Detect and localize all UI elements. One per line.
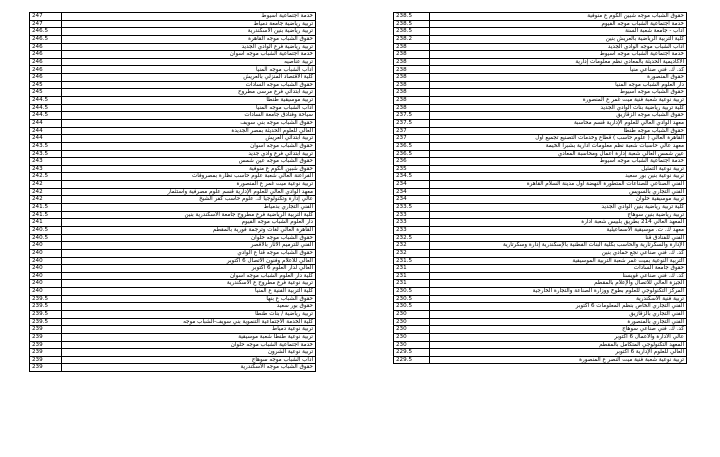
table-row	[30, 333, 316, 341]
faculty-cell: حقوق شبين الكوم ع منوفية	[62, 165, 316, 173]
faculty-cell: حقوق الشباب ع بنها	[62, 295, 316, 303]
score-cell: 230	[394, 326, 430, 334]
table-row	[30, 135, 316, 143]
table-row	[30, 158, 316, 166]
faculty-cell: المركز التكنولوجي للعلوم بطوخ ووزارة الصناعة والتجارة الخارجية	[430, 288, 687, 296]
table-row	[30, 188, 316, 196]
table-row	[394, 356, 687, 364]
faculty-cell: معهد ك. ت. موسيقية الاسماعيلية	[430, 226, 687, 234]
table-row	[30, 66, 316, 74]
faculty-cell: تربية نوعية دمياط	[62, 326, 316, 334]
faculty-cell: الإدارة والسكرتارية والحاسب بكلية البنات الفطنية بالإسكندرية إدارة وسكرتارية	[430, 242, 687, 250]
table-row	[394, 97, 687, 105]
table-row	[30, 142, 316, 150]
score-cell: 246.5	[30, 28, 62, 36]
score-cell: 231	[394, 265, 430, 273]
score-cell: 242	[30, 188, 62, 196]
table-row	[394, 349, 687, 357]
score-cell: 241.5	[30, 211, 62, 219]
table-row	[30, 173, 316, 181]
score-cell: 244.5	[30, 104, 62, 112]
faculty-cell: المعهد العالي 214 بطريق بلبيس شعبة ادارة	[430, 219, 687, 227]
score-cell: 235	[394, 165, 430, 173]
score-cell: 238	[394, 97, 430, 105]
score-cell: 243	[30, 158, 62, 166]
faculty-cell: عين شمس العالي شعبة إدارة أعمال ومحاسبة المعادي	[430, 150, 687, 158]
score-cell: 233	[394, 211, 430, 219]
faculty-cell: تربية موسيقية طنطا	[62, 97, 316, 105]
score-cell: 246	[30, 43, 62, 51]
score-cell: 246.5	[30, 35, 62, 43]
table-row	[394, 211, 687, 219]
table-row	[30, 196, 316, 204]
table-row	[30, 234, 316, 242]
score-cell: 230	[394, 318, 430, 326]
faculty-cell: تربية موسيقية حلوان	[430, 196, 687, 204]
faculty-cell: الفني التجاري بالسويس	[430, 188, 687, 196]
table-row	[394, 28, 687, 36]
score-cell: 239.5	[30, 318, 62, 326]
table-row	[394, 181, 687, 189]
faculty-cell: كلية التربية الرياضية فرع مطروح جامعة الاسكندرية بنين	[62, 211, 316, 219]
faculty-cell: حقوق الشباب موجه حلوان	[62, 234, 316, 242]
table-row	[394, 135, 687, 143]
score-cell: 238.5	[394, 28, 430, 36]
score-cell: 229.5	[394, 349, 430, 357]
score-cell: 238	[394, 43, 430, 51]
faculty-cell: حقوق الشباب موجه طنطا	[430, 127, 687, 135]
score-cell: 239	[30, 364, 62, 372]
score-cell: 240.5	[30, 226, 62, 234]
score-cell: 238	[394, 66, 430, 74]
faculty-cell: حقوق المنصورة	[430, 74, 687, 82]
faculty-cell: كد. ك. فني صناعي قويسنا	[430, 272, 687, 280]
table-row	[30, 20, 316, 28]
table-row	[30, 165, 316, 173]
table-row	[30, 364, 316, 372]
faculty-cell: تربية رياضية / بنات طنطا	[62, 310, 316, 318]
table-row	[30, 349, 316, 357]
score-cell: 240	[30, 288, 62, 296]
score-cell: 231.5	[394, 257, 430, 265]
faculty-cell: العالي للعلوم الإدارية 6 اكتوبر	[430, 349, 687, 357]
score-cell: 245	[30, 89, 62, 97]
table-row	[30, 280, 316, 288]
faculty-cell: خدمة اجتماعية الشباب موجه اسوان	[62, 51, 316, 59]
faculty-cell: خدمة اجتماعية الشباب موجه اسيوط	[430, 158, 687, 166]
faculty-cell: دار العلوم الشباب موجه المنيا	[430, 81, 687, 89]
score-cell: 237.5	[394, 112, 430, 120]
table-row	[394, 81, 687, 89]
table-row	[394, 66, 687, 74]
score-cell: 238	[394, 89, 430, 97]
faculty-cell: العالي للاعلام وفنون الاتصال 6 اكتوبر	[62, 257, 316, 265]
table-row	[394, 158, 687, 166]
score-cell: 241	[30, 219, 62, 227]
table-row	[394, 142, 687, 150]
faculty-cell: تربية رياضية بنين الاسكندرية	[62, 28, 316, 36]
table-row	[30, 150, 316, 158]
score-cell: 243	[30, 165, 62, 173]
faculty-cell: الفني للترميم الاثار بالاقصر	[62, 242, 316, 250]
faculty-cell: كلية الخدمة الاجتماعية التنموية بني سويف-الشباب موجه	[62, 318, 316, 326]
table-row	[394, 219, 687, 227]
faculty-cell: الفني التجاري بالمنصورة	[430, 318, 687, 326]
left-table-body	[30, 13, 316, 372]
score-cell: 234	[394, 181, 430, 189]
table-row	[30, 58, 316, 66]
score-cell: 247	[30, 20, 62, 28]
faculty-cell: تربية عناصيه	[62, 58, 316, 66]
faculty-cell: كلية التربية الرياضية بالعريش بنين	[430, 35, 687, 43]
left-scores-table	[29, 12, 316, 372]
score-cell: 234.5	[394, 173, 430, 181]
score-cell: 244.5	[30, 112, 62, 120]
faculty-cell: تربية نوعية شعبة فنية ميت غمر ع المنصورة	[430, 97, 687, 105]
table-row	[394, 265, 687, 273]
score-cell: 239	[30, 356, 62, 364]
faculty-cell: خدمة اجتماعية الشباب موجه حلوان	[62, 341, 316, 349]
score-cell: 232	[394, 242, 430, 250]
faculty-cell: كلية التربية الفنية ع المنيا	[62, 288, 316, 296]
table-row	[30, 326, 316, 334]
score-cell: 238.5	[394, 13, 430, 21]
faculty-cell: حقوق الشباب موجه الاسكندرية	[62, 364, 316, 372]
table-row	[30, 35, 316, 43]
score-cell: 238	[394, 74, 430, 82]
faculty-cell: خدمة اجتماعية الشباب موجه الفيوم	[430, 20, 687, 28]
score-cell: 238	[394, 104, 430, 112]
table-row	[394, 20, 687, 28]
faculty-cell: تربية فنية الاسكندرية	[430, 295, 687, 303]
faculty-cell: تربية ابتدائي فرع وادي جديد	[62, 150, 316, 158]
faculty-cell: خدمة اجتماعية اسيوط	[62, 13, 316, 21]
faculty-cell: تربية ابتدائي العريش	[62, 135, 316, 143]
table-row	[394, 13, 687, 21]
faculty-cell: الفراعنة العالي شعبة علوم حاسب نظارة بمصروفات	[62, 173, 316, 181]
table-row	[30, 257, 316, 265]
table-row	[394, 112, 687, 120]
table-row	[394, 341, 687, 349]
table-row	[394, 249, 687, 257]
score-cell: 246	[30, 66, 62, 74]
table-row	[394, 303, 687, 311]
score-cell: 240.5	[30, 234, 62, 242]
score-cell: 230.5	[394, 303, 430, 311]
faculty-cell: اداب الشباب موجه المنيا	[62, 104, 316, 112]
score-cell: 229.5	[394, 356, 430, 364]
faculty-cell: حقوق الشباب موجه السادات	[62, 81, 316, 89]
score-cell: 238	[394, 51, 430, 59]
score-cell: 244.5	[30, 97, 62, 105]
faculty-cell: تربية نوعية بنين بور سعيد	[430, 173, 687, 181]
table-row	[394, 257, 687, 265]
table-row	[30, 89, 316, 97]
table-row	[394, 204, 687, 212]
faculty-cell: اداب - جامعة شعبة ألسنة	[430, 28, 687, 36]
faculty-cell: كد. ك. فني صناعي منيا	[430, 66, 687, 74]
right-table-body	[394, 13, 687, 364]
faculty-cell: كد. ك. فني صناعي نجع حمادي بنين	[430, 249, 687, 257]
table-row	[30, 28, 316, 36]
table-row	[30, 249, 316, 257]
faculty-cell: سياحة وفنادق جامعة السادات	[62, 112, 316, 120]
table-row	[394, 58, 687, 66]
faculty-cell: اداب الشباب موجه الوادي الجديد	[430, 43, 687, 51]
score-cell: 233	[394, 226, 430, 234]
score-cell: 237	[394, 135, 430, 143]
faculty-cell: حقوق جامعة السادات	[430, 265, 687, 273]
table-row	[30, 181, 316, 189]
table-row	[30, 310, 316, 318]
score-cell: 244	[30, 119, 62, 127]
faculty-cell: حقوق الشباب موجه اسيوط	[430, 89, 687, 97]
score-cell: 240	[30, 257, 62, 265]
score-cell: 240	[30, 249, 62, 257]
table-row	[394, 89, 687, 97]
score-cell: 244	[30, 135, 62, 143]
table-row	[394, 43, 687, 51]
score-cell: 238	[394, 58, 430, 66]
faculty-cell: الفني للفنادق قنا	[430, 234, 687, 242]
score-cell: 240	[30, 272, 62, 280]
faculty-cell: الفني التجاري بدمياط	[62, 204, 316, 212]
table-row	[394, 51, 687, 59]
score-cell: 241.5	[30, 204, 62, 212]
score-cell: 246	[30, 74, 62, 82]
table-row	[30, 226, 316, 234]
score-cell: 239	[30, 341, 62, 349]
table-row	[394, 150, 687, 158]
faculty-cell: الجيزة العالي للاتصال والإعلام بالمقطم	[430, 280, 687, 288]
table-row	[30, 341, 316, 349]
score-cell: 231	[394, 272, 430, 280]
score-cell: 240	[30, 280, 62, 288]
faculty-cell: اداب الشباب موجه المنيا	[62, 66, 316, 74]
faculty-cell: كلية تربية رياضية بنات الوادي الجديد	[430, 104, 687, 112]
table-row	[30, 303, 316, 311]
score-cell: 234	[394, 188, 430, 196]
faculty-cell: تربية رياضية جامعة دمياط	[62, 20, 316, 28]
score-cell: 236.5	[394, 142, 430, 150]
faculty-cell: حقوق الشباب موجه عين شمس	[62, 158, 316, 166]
table-row	[30, 104, 316, 112]
faculty-cell: دار العلوم الشباب موجه الفيوم	[62, 219, 316, 227]
faculty-cell: حقوق بور سعيد	[62, 303, 316, 311]
faculty-cell: كد. ك. فني صناعي سوهاج	[430, 326, 687, 334]
table-row	[394, 119, 687, 127]
table-row	[30, 43, 316, 51]
score-cell: 233	[394, 219, 430, 227]
table-row	[394, 188, 687, 196]
table-row	[394, 127, 687, 135]
faculty-cell: حقوق الشباب موجه شبين الكوم ع منوفية	[430, 13, 687, 21]
faculty-cell: معهد الوادي العالي للعلوم الإدارية قسم محاسبة	[430, 119, 687, 127]
score-cell: 247	[30, 13, 62, 21]
score-cell: 233.5	[394, 204, 430, 212]
table-row	[30, 242, 316, 250]
table-row	[30, 74, 316, 82]
table-row	[394, 35, 687, 43]
table-row	[30, 127, 316, 135]
faculty-cell: معهد الوادي العالي للعلوم الإدارية قسم علوم مصرفية واستثمار	[62, 188, 316, 196]
score-cell: 237	[394, 127, 430, 135]
score-cell: 243.5	[30, 142, 62, 150]
score-cell: 242	[30, 181, 62, 189]
table-row	[30, 97, 316, 105]
faculty-cell: حقوق الشباب موجه الزقازيق	[430, 112, 687, 120]
faculty-cell: تربية ابتدائي فرع مرسى مطروح	[62, 89, 316, 97]
table-row	[394, 272, 687, 280]
score-cell: 232	[394, 249, 430, 257]
faculty-cell: الفني التجاري الخاص بنظم المعلومات 6 اكتوبر	[430, 303, 687, 311]
faculty-cell: حقوق الشباب موجه القاهرة	[62, 35, 316, 43]
faculty-cell: تربية نوعية شعبة فنية ميت النصر ع المنصورة	[430, 356, 687, 364]
score-cell: 244	[30, 127, 62, 135]
faculty-cell: القاهرة العالي لغات وترجمة فورية بالمقطم	[62, 226, 316, 234]
score-cell: 246	[30, 51, 62, 59]
faculty-cell: العالي لدار العلوم 6 أكتوبر	[62, 265, 316, 273]
table-row	[30, 211, 316, 219]
score-cell: 246	[30, 58, 62, 66]
faculty-cell: الفني التجاري بالزقازيق	[430, 310, 687, 318]
score-cell: 239.5	[30, 295, 62, 303]
score-cell: 236	[394, 158, 430, 166]
score-cell: 239	[30, 326, 62, 334]
score-cell: 238.5	[394, 20, 430, 28]
score-cell: 240	[30, 265, 62, 273]
right-scores-table	[393, 12, 687, 364]
table-row	[30, 288, 316, 296]
faculty-cell: تربية نوعية التمثيل	[430, 165, 687, 173]
score-cell: 239	[30, 349, 62, 357]
table-row	[30, 204, 316, 212]
table-row	[30, 13, 316, 21]
score-cell: 240	[30, 242, 62, 250]
faculty-cell: كلية تربية رياضية بنين الوادي الجديد	[430, 204, 687, 212]
table-row	[30, 81, 316, 89]
score-cell: 242	[30, 196, 62, 204]
score-cell: 232.5	[394, 234, 430, 242]
table-row	[30, 318, 316, 326]
faculty-cell: الفني الصناعي للصناعات المتطورة النهضة أول مدينة السلام القاهرة	[430, 181, 687, 189]
faculty-cell: معهد عالي حاسبات شعبة نظم معلومات ادارية بشبرا الخيمة	[430, 142, 687, 150]
score-cell: 230	[394, 310, 430, 318]
table-row	[30, 265, 316, 273]
faculty-cell: تربية نوعية ميت غمر ع المنصورة	[62, 181, 316, 189]
faculty-cell: التربية النوعية بميت غمر شعبة التربية الموسيقية	[430, 257, 687, 265]
table-row	[394, 326, 687, 334]
table-row	[30, 356, 316, 364]
table-row	[394, 104, 687, 112]
faculty-cell: خدمة اجتماعية الشباب موجه اسيوط	[430, 51, 687, 59]
table-row	[394, 173, 687, 181]
faculty-cell: عالي إدارة وتكنولوجيا ك. علوم حاسب كفر الشيخ	[62, 196, 316, 204]
score-cell: 236.5	[394, 150, 430, 158]
table-row	[30, 119, 316, 127]
faculty-cell: المعهد التكنولوجي المتكامل بالمقطم	[430, 341, 687, 349]
score-cell: 239.5	[30, 303, 62, 311]
faculty-cell: تربية رياضية بنين سوهاج	[430, 211, 687, 219]
score-cell: 230	[394, 341, 430, 349]
table-row	[394, 226, 687, 234]
table-row	[394, 234, 687, 242]
faculty-cell: اداب الشباب موجه سوهاج	[62, 356, 316, 364]
faculty-cell: العالي للعلوم الحديثة بمصر الجديدة	[62, 127, 316, 135]
score-cell: 239.5	[30, 310, 62, 318]
faculty-cell: كلية الاقتصاد المنزلي بالعريش	[62, 74, 316, 82]
score-cell: 230.5	[394, 295, 430, 303]
table-row	[394, 333, 687, 341]
table-row	[394, 74, 687, 82]
faculty-cell: تربية نوعية الشرون	[62, 349, 316, 357]
table-row	[30, 295, 316, 303]
faculty-cell: كلية دار العلوم الشباب موجه اسوان	[62, 272, 316, 280]
table-row	[30, 112, 316, 120]
faculty-cell: تربية نوعية طنطا شعبة موسيقية	[62, 333, 316, 341]
score-cell: 234	[394, 196, 430, 204]
score-cell: 239	[30, 333, 62, 341]
table-row	[394, 288, 687, 296]
faculty-cell: عالي الادارة والأعمال 6 أكتوبر	[430, 333, 687, 341]
score-cell: 238.2	[394, 35, 430, 43]
table-row	[394, 196, 687, 204]
table-row	[394, 165, 687, 173]
faculty-cell: تربية رياضية فرع الوادي الجديد	[62, 43, 316, 51]
faculty-cell: حقوق الشباب موجه قنا ع الوادي	[62, 249, 316, 257]
faculty-cell: القاهرة العالي ( علوم حاسب ) قطاع وخدمات التصنيع تجميع اول	[430, 135, 687, 143]
table-row	[30, 51, 316, 59]
score-cell: 242.5	[30, 173, 62, 181]
table-row	[30, 219, 316, 227]
faculty-cell: حقوق الشباب موجه بني سويف	[62, 119, 316, 127]
score-cell: 231	[394, 280, 430, 288]
table-row	[394, 318, 687, 326]
score-cell: 230	[394, 333, 430, 341]
table-row	[394, 242, 687, 250]
score-cell: 238	[394, 81, 430, 89]
score-cell: 245	[30, 81, 62, 89]
table-row	[394, 310, 687, 318]
table-row	[394, 280, 687, 288]
score-cell: 230.5	[394, 288, 430, 296]
faculty-cell: حقوق الشباب موجه اسوان	[62, 142, 316, 150]
faculty-cell: تربية نوعية فرع مطروح ع الاسكندرية	[62, 280, 316, 288]
score-cell: 237.5	[394, 119, 430, 127]
faculty-cell: الأكاديمية الحديثة بالمعادي نظم معلومات إدارية	[430, 58, 687, 66]
table-row	[394, 295, 687, 303]
score-cell: 243.5	[30, 150, 62, 158]
table-row	[30, 272, 316, 280]
